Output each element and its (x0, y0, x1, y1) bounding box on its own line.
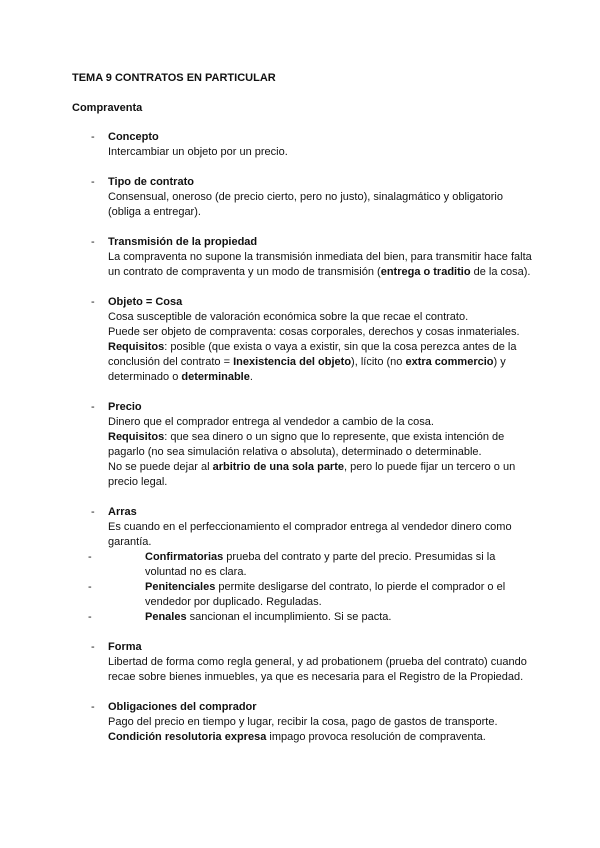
bullet-dash: - (91, 401, 95, 413)
section-title: Compraventa (72, 102, 143, 114)
item-text (108, 325, 536, 340)
text-run: Libertad de forma como regla general, y ad probationem (prueba del contrato) cuando recae sobre bienes inmuebles, ya que es necesaria para el Registro de la Propiedad. (108, 656, 527, 683)
item-text (108, 145, 536, 160)
item-text (108, 715, 536, 730)
bold-text-run: Condición resolutoria expresa (108, 731, 267, 743)
text-run: Dinero que el comprador entrega al vendedor a cambio de la cosa. (108, 416, 434, 428)
text-run: de la cosa). (470, 266, 531, 278)
item-heading: Arras (108, 506, 137, 518)
bold-text-run: Penales (145, 611, 187, 623)
bold-text-run: Confirmatorias (145, 551, 224, 563)
bullet-dash: - (91, 701, 95, 713)
text-run: Cosa susceptible de valoración económica sobre la que recae el contrato. (108, 311, 469, 323)
list-item (0, 295, 600, 385)
text-run: permite desligarse del contrato, lo pierde el comprador o el vendedor por duplicado. Reguladas. (145, 581, 506, 608)
sub-item-text (88, 580, 536, 610)
item-body (108, 175, 536, 220)
item-text (108, 430, 536, 460)
item-body (108, 295, 536, 385)
item-text (108, 520, 536, 550)
item-heading: Objeto = Cosa (108, 296, 183, 308)
sub-item-text (88, 550, 536, 580)
list-item (0, 130, 600, 160)
item-text (108, 655, 536, 685)
sub-list-item (88, 550, 536, 580)
sub-bullet-dash: - (88, 611, 92, 623)
item-heading: Tipo de contrato (108, 176, 194, 188)
list-item (0, 400, 600, 490)
item-heading: Obligaciones del comprador (108, 701, 257, 713)
list-item (0, 700, 600, 745)
item-body (108, 400, 536, 490)
item-list (0, 130, 600, 760)
text-run: , pero lo puede fijar un tercero o un precio legal. (108, 461, 516, 488)
sub-list (88, 550, 536, 625)
item-text (108, 415, 536, 430)
item-body (108, 235, 536, 280)
text-run: : posible (que exista o vaya a existir, sin que la cosa perezca antes de la conclusión del contrato = (108, 341, 517, 368)
item-body (108, 700, 536, 745)
item-text (108, 250, 536, 280)
bold-text-run: Requisitos (108, 431, 165, 443)
item-text (108, 340, 536, 385)
bullet-dash: - (91, 176, 95, 188)
bold-text-run: Requisitos (108, 341, 165, 353)
item-body (108, 130, 536, 160)
list-item (0, 505, 600, 625)
bullet-dash: - (91, 131, 95, 143)
text-run: prueba del contrato y parte del precio. Presumidas si la voluntad no es clara. (145, 551, 496, 578)
text-run: No se puede dejar al (108, 461, 213, 473)
text-run: : que sea dinero o un signo que lo represente, que exista intención de pagarlo (no sea simulación relativa o absoluta), determinado o determinable. (108, 431, 505, 458)
text-run: ) y determinado o (108, 356, 506, 383)
bold-text-run: Inexistencia del objeto (233, 356, 352, 368)
text-run: La compraventa no supone la transmisión inmediata del bien, para transmitir hace falta un contrato de compraventa y un modo de transmisión ( (108, 251, 532, 278)
item-text (108, 310, 536, 325)
sub-list-item (88, 610, 536, 625)
list-item (0, 640, 600, 685)
list-item (0, 235, 600, 280)
text-run: . (249, 371, 253, 383)
text-run: Pago del precio en tiempo y lugar, recibir la cosa, pago de gastos de transporte. (108, 716, 498, 728)
bullet-dash: - (91, 641, 95, 653)
list-item (0, 175, 600, 220)
item-heading: Precio (108, 401, 142, 413)
bullet-dash: - (91, 236, 95, 248)
text-run: Puede ser objeto de compraventa: cosas corporales, derechos y cosas inmateriales. (108, 326, 520, 338)
text-run: impago provoca resolución de compraventa. (266, 731, 486, 743)
document-title: TEMA 9 CONTRATOS EN PARTICULAR (72, 72, 276, 84)
text-run: sancionan el incumplimiento. Si se pacta. (186, 611, 392, 623)
bullet-dash: - (91, 506, 95, 518)
text-run: Es cuando en el perfeccionamiento el comprador entrega al vendedor dinero como garantía. (108, 521, 512, 548)
item-body (88, 505, 536, 625)
text-run: Consensual, oneroso (de precio cierto, pero no justo), sinalagmático y obligatorio (obliga a entregar). (108, 191, 503, 218)
item-text (108, 730, 536, 745)
sub-bullet-dash: - (88, 551, 92, 563)
item-heading: Forma (108, 641, 142, 653)
item-text (108, 460, 536, 490)
item-heading: Transmisión de la propiedad (108, 236, 258, 248)
item-body (108, 640, 536, 685)
bold-text-run: entrega o traditio (380, 266, 471, 278)
bold-text-run: determinable (181, 371, 250, 383)
bold-text-run: extra commercio (405, 356, 494, 368)
text-run: Intercambiar un objeto por un precio. (108, 146, 288, 158)
bold-text-run: arbitrio de una sola parte (212, 461, 344, 473)
sub-item-text (88, 610, 536, 625)
sub-list-item (88, 580, 536, 610)
sub-bullet-dash: - (88, 581, 92, 593)
bullet-dash: - (91, 296, 95, 308)
item-text (108, 190, 536, 220)
text-run: ), lícito (no (351, 356, 406, 368)
item-heading: Concepto (108, 131, 159, 143)
bold-text-run: Penitenciales (145, 581, 216, 593)
